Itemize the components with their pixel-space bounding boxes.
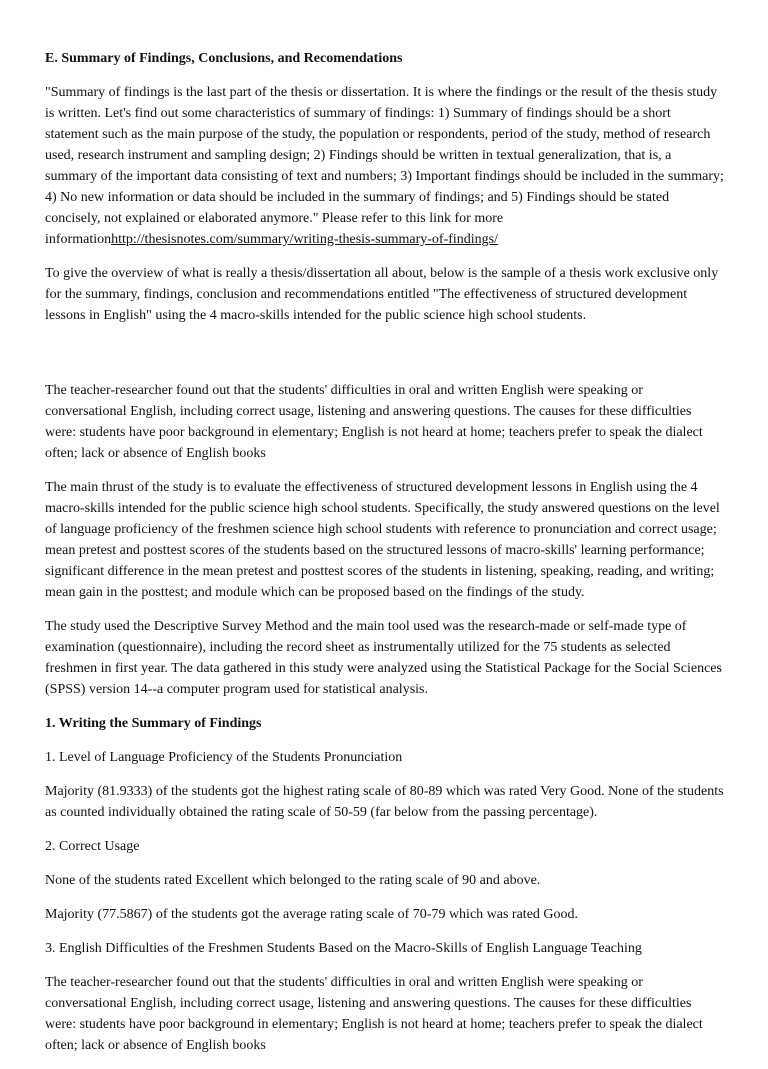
section-heading: E. Summary of Findings, Conclusions, and Recomendations <box>45 51 403 66</box>
item2-title: 2. Correct Usage <box>45 839 140 854</box>
difficulties-paragraph: The teacher-researcher found out that the students' difficulties in oral and written English were speaking or conversational English, including correct usage, listening and answering questions. The causes for these difficulties were: students have poor background in elementary; English is not heard at home; teachers prefer to speak the dialect often; lack or absence of English books <box>45 383 703 461</box>
item3-title: 3. English Difficulties of the Freshmen Students Based on the Macro-Skills of English Language Teaching <box>45 941 642 956</box>
document-page <box>45 48 725 1069</box>
item1-title: 1. Level of Language Proficiency of the Students Pronunciation <box>45 750 403 765</box>
main-thrust-paragraph: The main thrust of the study is to evaluate the effectiveness of structured development lessons in English using the 4 macro-skills intended for the public science high school students. Specifically, the study answered questions on the level of language proficiency of the freshmen science high school students with reference to pronunciation and correct usage; mean pretest and posttest scores of the students based on the structured lessons of macro-skills' learning performance; significant difference in the mean pretest and posttest scores of the students in listening, speaking, reading, and writing; mean gain in the posttest; and module which can be proposed based on the findings of the study. <box>45 480 720 600</box>
writing-summary-heading: 1. Writing the Summary of Findings <box>45 716 262 731</box>
blank-space <box>45 339 725 380</box>
intro-quote-text: "Summary of findings is the last part of the thesis or dissertation. It is where the findings or the result of the thesis study is written. Let's find out some characteristics of summary of findings: 1) Summary of findings should be a short statement such as the main purpose of the study, the population or respondents, period of the study, method of research used, research instrument and sampling design; 2) Findings should be written in textual generalization, that is, a summary of the important data consisting of text and numbers; 3) Important findings should be included in the summary; 4) No new information or data should be included in the summary of findings; and 5) Findings should be stated concisely, not explained or elaborated anymore." Please refer to this link for more information <box>45 85 724 247</box>
summary-findings-link[interactable]: http://thesisnotes.com/summary/writing-thesis-summary-of-findings/ <box>111 232 499 247</box>
overview-paragraph: To give the overview of what is really a thesis/dissertation all about, below is the sample of a thesis work exclusive only for the summary, findings, conclusion and recommendations entitled "The effectiveness of structured development lessons in English" using the 4 macro-skills intended for the public science high school students. <box>45 266 719 323</box>
item1-text: Majority (81.9333) of the students got the highest rating scale of 80-89 which was rated Very Good. None of the students as counted individually obtained the rating scale of 50-59 (far below from the passing percentage). <box>45 784 724 820</box>
intro-paragraph <box>45 82 725 250</box>
item2-text-excellent: None of the students rated Excellent which belonged to the rating scale of 90 and above. <box>45 873 541 888</box>
method-paragraph: The study used the Descriptive Survey Method and the main tool used was the research-made or self-made type of examination (questionnaire), including the record sheet as instrumentally utilized for the 75 students as selected freshmen in first year. The data gathered in this study were analyzed using the Statistical Package for the Social Sciences (SPSS) version 14--a computer program used for statistical analysis. <box>45 619 722 697</box>
item3-text: The teacher-researcher found out that the students' difficulties in oral and written English were speaking or conversational English, including correct usage, listening and answering questions. The causes for these difficulties were: students have poor background in elementary; English is not heard at home; teachers prefer to speak the dialect often; lack or absence of English books <box>45 975 703 1053</box>
item2-text-majority: Majority (77.5867) of the students got the average rating scale of 70-79 which was rated Good. <box>45 907 579 922</box>
